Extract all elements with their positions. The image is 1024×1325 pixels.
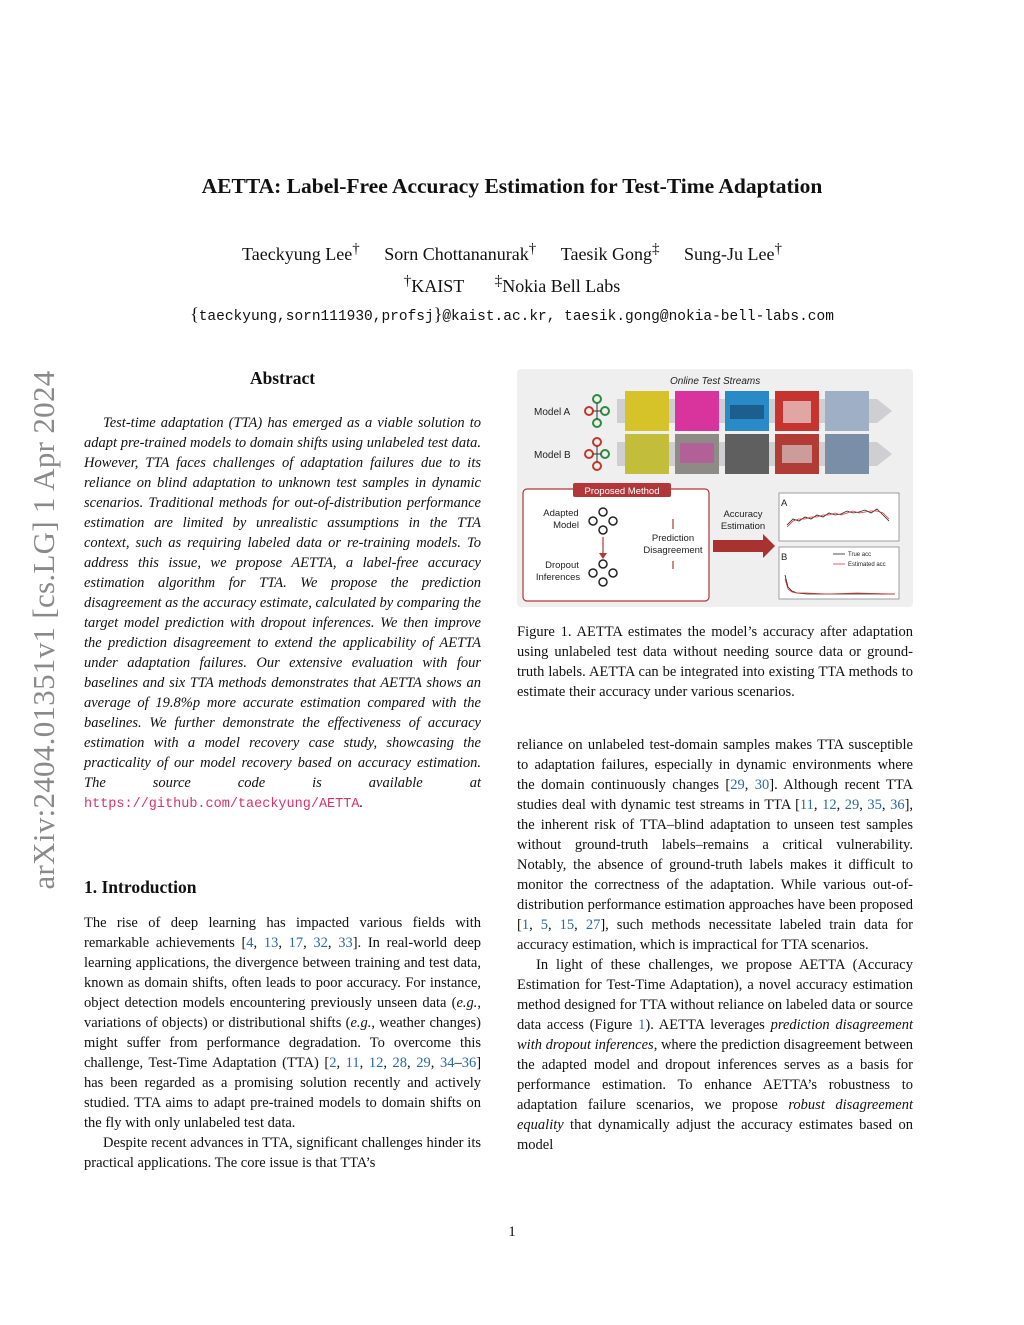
citation-link[interactable]: 33 <box>338 935 353 951</box>
plot-a <box>779 493 899 541</box>
citation-link[interactable]: 17 <box>288 935 304 951</box>
online-test-streams-label: Online Test Streams <box>670 376 761 387</box>
author: Taeckyung Lee† <box>242 241 360 264</box>
citation-link[interactable]: 36 <box>461 1055 477 1071</box>
intro-paragraph-1: The rise of deep learning has impacted various fields with remarkable achievements [4, 13, 17, 32, 33]. In real-world deep learning applications, the divergence between training and test data, known as domain shifts, often leads to poor accuracy. For instance, object detection models encountering previously unseen data (e.g., variations of objects) or distributional shifts (e.g., weather changes) might suffer from performance degradation. To overcome this challenge, Test-Time Adaptation (TTA) [2, 11, 12, 28, 29, 34–36] has been regarded as a promising solution recently and actively studied. TTA aims to adapt pre-trained models to domain shifts on the fly with only unlabeled test data. <box>84 915 482 1131</box>
svg-text:Prediction: Prediction <box>651 533 695 544</box>
page-number: 1 <box>508 1224 516 1240</box>
svg-text:Estimation: Estimation <box>720 521 766 532</box>
author: Sung-Ju Lee† <box>683 241 782 264</box>
citation-link[interactable]: 2 <box>329 1055 337 1071</box>
author: Sorn Chottananurak† <box>384 241 537 264</box>
abstract-body: Test-time adaptation (TTA) has emerged as a viable solution to adapt pre-trained models to domain shifts using unlabeled test data. However, TTA faces challenges of adaptation failures due to its reliance on blind adaptation to unknown test samples in dynamic scenarios. Traditional methods for out-of-distribution performance estimation are limited by unrealistic assumptions in the TTA context, such as requiring labeled data or re-training models. To address this issue, we propose AETTA, a label-free accuracy estimation algorithm for TTA. We propose the prediction disagreement as the accuracy estimate, calculated by comparing the target model prediction with dropout inferences. We then improve the prediction disagreement to extend the applicability of AETTA under adaptation failures. Our extensive evaluation with four baselines and six TTA methods demonstrates that AETTA shows an average of 19.8%p more accurate estimation compared with the baselines. We further demonstrate the effectiveness of accuracy estimation with a model recovery case study, showcasing the practicality of our model recovery based on accuracy estimation. The source code is available at https://github.com/taeckyung/AETTA. <box>84 415 481 812</box>
citation-link[interactable]: 27 <box>585 917 601 933</box>
citation-link[interactable]: 12 <box>368 1055 384 1071</box>
plot-b <box>779 547 899 599</box>
citation-link[interactable]: 29 <box>844 797 860 813</box>
affiliation: †KAIST <box>403 273 465 296</box>
arxiv-id: arXiv:2404.01351v1 [cs.LG] 1 Apr 2024 <box>26 370 61 890</box>
proposed-method-label: Proposed Method <box>584 486 660 497</box>
citation-link[interactable]: 1 <box>638 1017 646 1033</box>
model-a-label: Model A <box>534 407 571 418</box>
citation-link[interactable]: 28 <box>392 1055 408 1071</box>
right-paragraph-2: In light of these challenges, we propose AETTA (Accuracy Estimation for Test-Time Adaptation), a novel accuracy estimation method designed for TTA without reliance on labeled data or source data access (Figure 1). AETTA leverages prediction disagreement with dropout inferences, where the prediction disagreement between the adapted model and dropout inferences serves as a basis for performance estimation. To enhance AETTA’s robustness to adaptation failure scenarios, we propose robust disagreement equality that dynamically adjust the accuracy estimates based on model <box>517 957 914 1153</box>
intro-paragraph-2: Despite recent advances in TTA, significant challenges hinder its practical applications. The core issue is that TTA’s <box>84 1135 481 1171</box>
citation-link[interactable]: 11 <box>345 1055 360 1071</box>
section-heading-introduction: 1. Introduction <box>84 877 197 897</box>
citation-link[interactable]: 29 <box>730 777 745 793</box>
svg-text:Disagreement: Disagreement <box>643 545 703 556</box>
arxiv-sidebar <box>22 300 66 960</box>
figure-1-caption: Figure 1. AETTA estimates the model’s accuracy after adaptation using unlabeled test data without needing source data or ground-truth labels. AETTA can be integrated into existing TTA methods to estimate their accuracy under various scenarios. <box>517 624 913 700</box>
citation-link[interactable]: 11 <box>799 797 814 813</box>
citation-link[interactable]: 29 <box>416 1055 431 1071</box>
citation-link[interactable]: 36 <box>890 797 905 813</box>
paper-title: AETTA: Label-Free Accuracy Estimation for Test-Time Adaptation <box>201 174 823 198</box>
svg-text:Dropout: Dropout <box>545 560 579 571</box>
figure-1-diagram <box>517 369 913 607</box>
citation-link[interactable]: 30 <box>754 777 770 793</box>
author: Taesik Gong‡ <box>560 241 660 264</box>
code-link[interactable]: https://github.com/taeckyung/AETTA <box>84 797 360 812</box>
affiliations <box>0 273 1024 297</box>
model-a-stream-images <box>625 391 869 431</box>
svg-text:Inferences: Inferences <box>535 572 581 583</box>
citation-link[interactable]: 15 <box>559 917 575 933</box>
citation-link[interactable]: 35 <box>867 797 882 813</box>
svg-text:Adapted: Adapted <box>543 508 579 519</box>
model-a-network-icon <box>585 395 609 427</box>
model-b-stream-images <box>625 434 869 474</box>
model-b-network-icon <box>585 438 609 470</box>
affiliation: ‡Nokia Bell Labs <box>494 273 621 296</box>
citation-link[interactable]: 5 <box>540 917 548 933</box>
estimation-arrow <box>713 534 775 558</box>
svg-text:B: B <box>781 552 788 563</box>
citation-link[interactable]: 13 <box>263 935 279 951</box>
svg-text:Estimated acc: Estimated acc <box>848 562 886 568</box>
citation-link[interactable]: 1 <box>521 917 530 933</box>
citation-link[interactable]: 4 <box>246 935 254 951</box>
figure-1 <box>517 369 913 607</box>
svg-text:True acc: True acc <box>848 552 872 558</box>
svg-text:A: A <box>781 498 788 509</box>
svg-text:Accuracy: Accuracy <box>723 509 763 520</box>
right-column-body <box>517 735 913 1155</box>
svg-text:Model: Model <box>553 520 579 531</box>
intro-body <box>84 913 481 1173</box>
author-list <box>0 241 1024 265</box>
model-b-label: Model B <box>534 450 571 461</box>
citation-link[interactable]: 34 <box>439 1055 455 1071</box>
author-emails: {taeckyung,sorn111930,profsj}@kaist.ac.kr, taesik.gong@nokia-bell-labs.com <box>190 304 834 325</box>
citation-link[interactable]: 12 <box>822 797 837 813</box>
abstract-heading: Abstract <box>249 368 316 388</box>
citation-link[interactable]: 32 <box>313 935 328 951</box>
right-paragraph-1: reliance on unlabeled test-domain samples makes TTA susceptible to adaptation failures, especially in dynamic environments where the domain continuously changes [29, 30]. Although recent TTA studies deal with dynamic test streams in TTA [11, 12, 29, 35, 36], the inherent risk of TTA–blind adaptation to unseen test samples without ground-truth labels–remains a critical vulnerability. Notably, the absence of ground-truth labels makes it difficult to monitor the correctness of the adaptation. While various out-of-distribution performance estimation approaches have been proposed [1, 5, 15, 27], such methods necessitate labeled train data for accuracy estimation, which is impractical for TTA scenarios. <box>517 737 914 953</box>
